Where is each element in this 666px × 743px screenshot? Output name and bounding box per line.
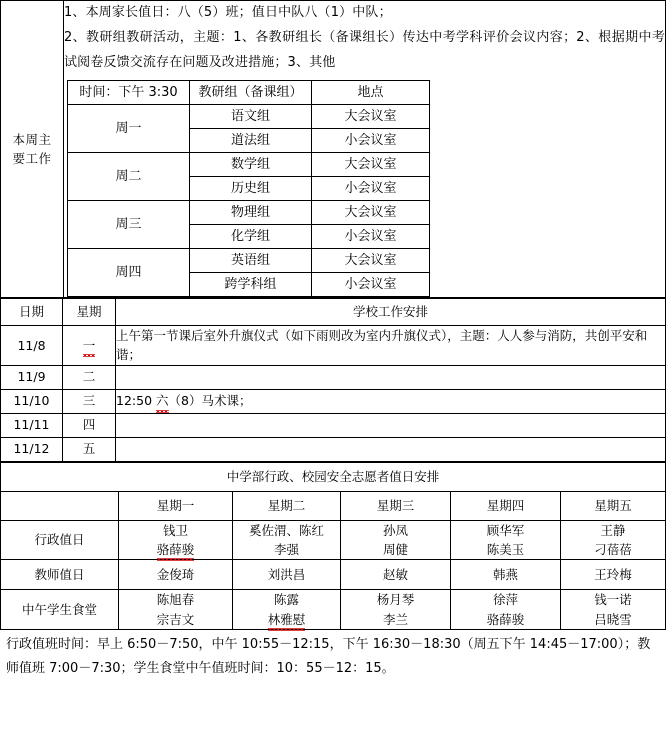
main-work-paragraph-2: 2、教研组教研活动，主题：1、各教研组长（备课组长）传达中考学科评价会议内容；2、根据期中考试阅卷反馈交流存在问题及改进措施；3、其他 (64, 29, 665, 70)
roster-name-line: 周健 (382, 541, 408, 557)
schedule-header-weekday: 星期 (63, 298, 116, 325)
duty-roster-table (0, 462, 666, 631)
main-work-row (1, 1, 666, 298)
roster-cell: 赵敏 (341, 560, 451, 590)
research-place: 小会议室 (312, 272, 430, 296)
research-place: 小会议室 (312, 128, 430, 152)
research-row (68, 152, 430, 176)
roster-cell (233, 520, 341, 560)
roster-name-line: 陈美玉 (486, 541, 525, 557)
research-place: 大会议室 (312, 104, 430, 128)
roster-header-wednesday: 星期三 (341, 491, 451, 520)
roster-cell (451, 590, 561, 630)
research-group-table (67, 80, 430, 297)
roster-header-blank (1, 491, 119, 520)
schedule-row (1, 437, 666, 461)
roster-name-line: 骆薛骏 (486, 611, 525, 627)
schedule-weekday-text: 一 (83, 336, 96, 355)
roster-name-line: 钱卫 (162, 522, 188, 538)
schedule-header-row (1, 298, 666, 325)
schedule-date: 11/9 (1, 365, 63, 389)
arrangement-pre: 12:50 (116, 393, 156, 409)
roster-name-line: 陈露 (273, 592, 299, 608)
schedule-header-date: 日期 (1, 298, 63, 325)
schedule-row (1, 389, 666, 413)
schedule-arrangement: 上午第一节课后室外升旗仪式（如下雨则改为室内升旗仪式），主题：人人参与消防，共创平安和谐； (116, 325, 666, 365)
roster-title: 中学部行政、校园安全志愿者值日安排 (1, 462, 666, 491)
roster-name-line: 刁蓓蓓 (594, 541, 632, 557)
footer-note: 行政值班时间：早上 6:50－7:50，中午 10:55－12:15，下午 16:30－18:30（周五下午 14:45－17:00）；教师值班 7:00－7:30；学生食堂中午值班时间：10：55－12：15。 (6, 637, 651, 677)
roster-name-line: 陈旭春 (156, 592, 195, 608)
schedule-date: 11/8 (1, 325, 63, 365)
schedule-weekday: 五 (63, 437, 116, 461)
roster-name-line: 奚佐渭、陈红 (248, 522, 324, 538)
roster-name-line: 李强 (273, 541, 299, 557)
schedule-date: 11/11 (1, 413, 63, 437)
arrangement-flagged-word: 六 (156, 391, 169, 410)
research-group: 英语组 (190, 248, 312, 272)
schedule-arrangement (116, 365, 666, 389)
main-work-table (0, 0, 666, 298)
schedule-row (1, 413, 666, 437)
roster-name-line: 林雅慰 (233, 610, 340, 629)
roster-cell: 刘洪昌 (233, 560, 341, 590)
research-header-group: 教研组（备课组） (190, 80, 312, 104)
roster-name-line: 钱一诺 (594, 592, 632, 608)
roster-name-line: 杨月琴 (376, 592, 415, 608)
research-group-body (68, 80, 430, 296)
roster-row (1, 590, 666, 630)
arrangement-post: （8）马术课； (168, 393, 252, 409)
roster-cell (561, 590, 666, 630)
research-header-time: 时间：下午 3:30 (68, 80, 190, 104)
roster-header-monday: 星期一 (119, 491, 233, 520)
roster-cell (119, 590, 233, 630)
schedule-header-arrangement: 学校工作安排 (116, 298, 666, 325)
roster-cell: 金俊琦 (119, 560, 233, 590)
research-group: 数学组 (190, 152, 312, 176)
roster-cell (341, 590, 451, 630)
roster-header-row (1, 491, 666, 520)
research-group: 物理组 (190, 200, 312, 224)
research-place: 大会议室 (312, 152, 430, 176)
roster-row-label: 中午学生食堂 (1, 590, 119, 630)
research-header-place: 地点 (312, 80, 430, 104)
research-group-header-row (68, 80, 430, 104)
research-place: 小会议室 (312, 224, 430, 248)
research-day: 周二 (68, 152, 190, 200)
footer-note-block (0, 630, 666, 683)
research-row (68, 200, 430, 224)
roster-name-line: 吕晓雪 (594, 611, 632, 627)
roster-row-label: 教师值日 (1, 560, 119, 590)
main-work-content-cell (64, 1, 666, 298)
roster-cell (341, 520, 451, 560)
research-day: 周四 (68, 248, 190, 296)
main-work-label-cell (1, 1, 64, 298)
roster-name-line: 宗吉文 (156, 611, 195, 627)
roster-row (1, 560, 666, 590)
roster-cell: 韩燕 (451, 560, 561, 590)
research-row (68, 248, 430, 272)
schedule-weekday: 二 (63, 365, 116, 389)
roster-row (1, 520, 666, 560)
roster-name-line: 王静 (600, 522, 626, 538)
research-row (68, 104, 430, 128)
schedule-weekday: 三 (63, 389, 116, 413)
schedule-table (0, 298, 666, 462)
duty-roster-body (1, 462, 666, 630)
research-place: 大会议室 (312, 200, 430, 224)
roster-row-label: 行政值日 (1, 520, 119, 560)
main-work-label: 本周主要工作 (12, 131, 52, 166)
roster-cell (451, 520, 561, 560)
roster-header-thursday: 星期四 (451, 491, 561, 520)
roster-name-line: 徐萍 (492, 592, 518, 608)
research-group: 跨学科组 (190, 272, 312, 296)
main-work-paragraph-1: 1、本周家长值日：八（5）班；值日中队八（1）中队； (64, 5, 392, 20)
roster-name-line: 李兰 (382, 611, 408, 627)
schedule-date: 11/10 (1, 389, 63, 413)
schedule-arrangement (116, 437, 666, 461)
schedule-body (1, 298, 666, 461)
roster-cell (561, 520, 666, 560)
roster-cell (233, 590, 341, 630)
roster-name-line: 顾华军 (486, 522, 525, 538)
roster-title-row (1, 462, 666, 491)
roster-name-line: 孙凤 (382, 522, 408, 538)
research-place: 大会议室 (312, 248, 430, 272)
research-group: 历史组 (190, 176, 312, 200)
research-group: 化学组 (190, 224, 312, 248)
schedule-row (1, 325, 666, 365)
research-day: 周三 (68, 200, 190, 248)
research-group: 语文组 (190, 104, 312, 128)
research-day: 周一 (68, 104, 190, 152)
roster-cell (119, 520, 233, 560)
schedule-date: 11/12 (1, 437, 63, 461)
schedule-row (1, 365, 666, 389)
research-group: 道法组 (190, 128, 312, 152)
schedule-arrangement (116, 413, 666, 437)
research-place: 小会议室 (312, 176, 430, 200)
schedule-weekday (63, 325, 116, 365)
roster-cell: 王玲梅 (561, 560, 666, 590)
roster-header-tuesday: 星期二 (233, 491, 341, 520)
schedule-arrangement (116, 389, 666, 413)
roster-header-friday: 星期五 (561, 491, 666, 520)
schedule-weekday: 四 (63, 413, 116, 437)
roster-name-line: 骆薛骏 (119, 540, 232, 559)
